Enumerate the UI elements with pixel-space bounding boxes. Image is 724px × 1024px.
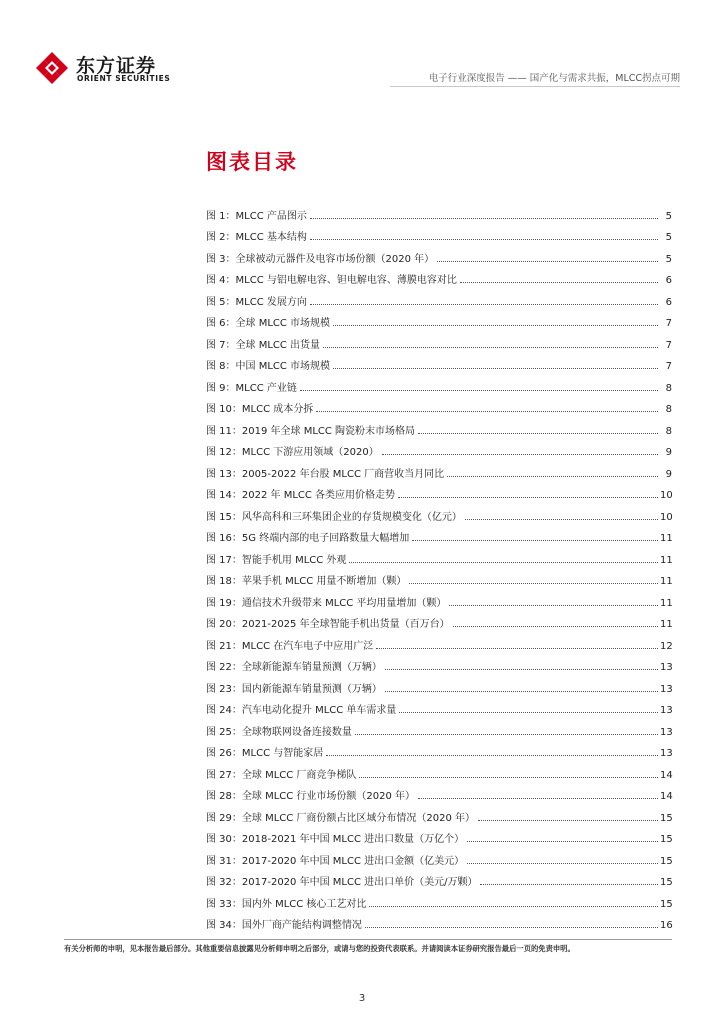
- toc-entry-label: 图 3：全球被动元器件及电容市场份额（2020 年）: [206, 253, 435, 265]
- toc-entry-label: 图 16：5G 终端内部的电子回路数量大幅增加: [206, 533, 410, 544]
- toc-entry-label: 图 27：全球 MLCC 厂商竞争梯队: [206, 769, 357, 781]
- toc-entry-leader: [316, 410, 658, 412]
- toc-entry-page: 9: [665, 447, 672, 458]
- figure-toc-list: [206, 200, 672, 931]
- toc-entry[interactable]: [206, 415, 672, 437]
- toc-entry-page: 13: [660, 662, 673, 673]
- toc-entry-page: 10: [660, 511, 673, 523]
- toc-entry-page: 11: [660, 533, 673, 544]
- toc-entry-page: 7: [665, 318, 672, 329]
- toc-entry-page: 13: [660, 748, 673, 759]
- toc-entry-page: 14: [660, 769, 673, 781]
- toc-entry[interactable]: [206, 265, 672, 287]
- toc-entry-leader: [418, 797, 658, 799]
- toc-entry[interactable]: [206, 501, 672, 523]
- toc-entry-leader: [480, 883, 658, 885]
- toc-entry-page: 7: [665, 339, 672, 351]
- toc-entry-leader: [376, 647, 658, 649]
- toc-entry-page: 7: [665, 361, 672, 372]
- footer-divider: [64, 939, 672, 940]
- toc-entry-label: 图 12：MLCC 下游应用领域（2020）: [206, 447, 379, 458]
- toc-entry-page: 14: [660, 791, 673, 802]
- toc-entry-label: 图 17：智能手机用 MLCC 外观: [206, 554, 347, 566]
- toc-entry-label: 图 18：苹果手机 MLCC 用量不断增加（颗）: [206, 576, 407, 587]
- toc-entry-leader: [399, 711, 658, 713]
- toc-entry-label: 图 2：MLCC 基本结构: [206, 232, 307, 243]
- toc-entry-page: 6: [665, 275, 672, 286]
- toc-entry-label: 图 11：2019 年全球 MLCC 陶瓷粉末市场格局: [206, 425, 416, 437]
- toc-entry-leader: [398, 496, 658, 498]
- toc-entry[interactable]: [206, 329, 672, 351]
- toc-entry[interactable]: [206, 845, 672, 867]
- toc-entry-label: 图 15：风华高科和三环集团企业的存货规模变化（亿元）: [206, 511, 462, 523]
- toc-entry-leader: [310, 217, 658, 219]
- toc-entry-page: 15: [660, 834, 673, 845]
- toc-entry-leader: [465, 518, 658, 520]
- toc-entry-page: 11: [660, 576, 673, 587]
- report-title: 电子行业深度报告 —— 国产化与需求共振，MLCC拐点可期: [428, 73, 680, 84]
- toc-entry[interactable]: [206, 351, 672, 373]
- toc-entry-leader: [333, 324, 658, 326]
- toc-entry[interactable]: [206, 673, 672, 695]
- toc-entry[interactable]: [206, 652, 672, 674]
- toc-entry-label: 图 19：通信技术升级带来 MLCC 平均用量增加（颗）: [206, 597, 447, 609]
- toc-entry-page: 8: [665, 382, 672, 394]
- toc-entry-label: 图 30：2018-2021 年中国 MLCC 进出口数量（万亿个）: [206, 834, 465, 845]
- toc-entry-label: 图 29：全球 MLCC 厂商份额占比区域分布情况（2020 年）: [206, 812, 476, 824]
- toc-entry-label: 图 13：2005-2022 年台股 MLCC 厂商营收当月同比: [206, 468, 445, 480]
- page-header: [0, 0, 724, 92]
- toc-entry-page: 5: [665, 232, 672, 243]
- toc-entry[interactable]: [206, 458, 672, 480]
- toc-entry-page: 15: [660, 898, 673, 910]
- toc-entry-label: 图 21：MLCC 在汽车电子中应用广泛: [206, 640, 374, 652]
- toc-entry-page: 5: [665, 253, 672, 265]
- toc-entry-leader: [453, 625, 658, 627]
- toc-entry[interactable]: [206, 888, 672, 910]
- toc-entry[interactable]: [206, 243, 672, 265]
- toc-entry-page: 15: [660, 855, 673, 867]
- toc-entry-leader: [323, 346, 658, 348]
- toc-entry-label: 图 25：全球物联网设备连接数量: [206, 726, 352, 738]
- toc-entry-page: 11: [660, 619, 673, 630]
- toc-entry-leader: [449, 604, 658, 606]
- toc-entry-label: 图 32：2017-2020 年中国 MLCC 进出口单价（美元/万颗）: [206, 877, 478, 888]
- toc-entry-leader: [447, 475, 658, 477]
- toc-entry-leader: [467, 840, 658, 842]
- toc-entry-leader: [385, 690, 658, 692]
- toc-entry[interactable]: [206, 781, 672, 803]
- toc-entry-leader: [349, 561, 658, 563]
- toc-entry-leader: [310, 238, 658, 240]
- toc-entry-page: 6: [665, 296, 672, 308]
- toc-entry-leader: [437, 260, 658, 262]
- toc-entry-page: 13: [660, 683, 673, 695]
- toc-entry-label: 图 7：全球 MLCC 出货量: [206, 339, 321, 351]
- toc-entry-page: 10: [660, 490, 673, 501]
- toc-entry[interactable]: [206, 286, 672, 308]
- toc-entry-label: 图 4：MLCC 与铝电解电容、钽电解电容、薄膜电容对比: [206, 275, 457, 286]
- orient-securities-logo-icon: [34, 50, 70, 86]
- toc-entry-label: 图 34：国外厂商产能结构调整情况: [206, 920, 362, 931]
- toc-entry-label: 图 8：中国 MLCC 市场规模: [206, 361, 331, 372]
- toc-entry[interactable]: [206, 867, 672, 889]
- toc-entry-page: 12: [660, 640, 673, 652]
- toc-entry-label: 图 31：2017-2020 年中国 MLCC 进出口金额（亿美元）: [206, 855, 465, 867]
- toc-entry[interactable]: [206, 544, 672, 566]
- toc-entry-label: 图 10：MLCC 成本分拆: [206, 404, 314, 415]
- toc-entry-label: 图 20：2021-2025 年全球智能手机出货量（百万台）: [206, 619, 450, 630]
- toc-entry[interactable]: [206, 738, 672, 760]
- toc-entry[interactable]: [206, 802, 672, 824]
- toc-entry[interactable]: [206, 910, 672, 932]
- toc-entry-label: 图 26：MLCC 与智能家居: [206, 748, 324, 759]
- toc-entry-leader: [333, 367, 658, 369]
- toc-entry-page: 16: [660, 920, 673, 931]
- toc-entry-page: 5: [665, 210, 672, 222]
- toc-entry[interactable]: [206, 437, 672, 459]
- toc-title: 图表目录: [206, 150, 298, 174]
- toc-entry[interactable]: [206, 222, 672, 244]
- toc-entry[interactable]: [206, 200, 672, 222]
- toc-entry[interactable]: [206, 480, 672, 502]
- toc-entry[interactable]: [206, 587, 672, 609]
- toc-entry[interactable]: [206, 566, 672, 588]
- toc-entry[interactable]: [206, 523, 672, 545]
- toc-entry-leader: [460, 281, 658, 283]
- toc-entry-label: 图 1：MLCC 产品图示: [206, 210, 307, 222]
- toc-entry-label: 图 6：全球 MLCC 市场规模: [206, 318, 331, 329]
- toc-entry-leader: [310, 303, 658, 305]
- page-number: 3: [358, 993, 366, 1004]
- toc-entry-page: 15: [660, 877, 673, 888]
- brand-name-cn: 东方证券: [76, 55, 157, 77]
- toc-entry[interactable]: [206, 824, 672, 846]
- toc-entry[interactable]: [206, 716, 672, 738]
- toc-entry-leader: [300, 389, 658, 391]
- toc-entry-page: 15: [660, 812, 673, 824]
- toc-entry-label: 图 5：MLCC 发展方向: [206, 296, 307, 308]
- toc-entry-leader: [365, 926, 658, 928]
- toc-entry-leader: [412, 539, 658, 541]
- brand-name-en: ORIENT SECURITIES: [77, 74, 171, 83]
- toc-entry-leader: [409, 582, 658, 584]
- footer-disclaimer: 有关分析师的申明，见本报告最后部分。其他重要信息披露见分析师申明之后部分，或请与您的投资代表联系。并请阅读本证券研究报告最后一页的免责申明。: [64, 944, 575, 953]
- toc-entry-label: 图 22：全球新能源车销量预测（万辆）: [206, 662, 382, 673]
- header-divider: [390, 86, 680, 87]
- toc-entry-leader: [382, 453, 658, 455]
- toc-entry[interactable]: [206, 372, 672, 394]
- toc-entry-label: 图 9：MLCC 产业链: [206, 382, 297, 394]
- toc-entry-leader: [369, 905, 658, 907]
- toc-entry[interactable]: [206, 394, 672, 416]
- toc-entry-leader: [326, 754, 658, 756]
- toc-entry-page: 13: [660, 705, 673, 716]
- toc-entry-label: 图 33：国内外 MLCC 核心工艺对比: [206, 898, 367, 910]
- toc-entry[interactable]: [206, 759, 672, 781]
- toc-entry-leader: [385, 668, 658, 670]
- toc-entry-page: 9: [665, 468, 672, 480]
- toc-entry-leader: [418, 432, 658, 434]
- toc-entry-leader: [359, 776, 658, 778]
- toc-entry-label: 图 14：2022 年 MLCC 各类应用价格走势: [206, 490, 396, 501]
- toc-entry[interactable]: [206, 630, 672, 652]
- toc-entry-page: 11: [660, 597, 673, 609]
- toc-entry[interactable]: [206, 695, 672, 717]
- toc-entry[interactable]: [206, 609, 672, 631]
- toc-entry-page: 11: [660, 554, 673, 566]
- toc-entry-page: 13: [660, 726, 673, 738]
- toc-entry-page: 8: [665, 404, 672, 415]
- toc-entry[interactable]: [206, 308, 672, 330]
- toc-entry-leader: [355, 733, 658, 735]
- toc-entry-page: 8: [665, 425, 672, 437]
- toc-entry-label: 图 28：全球 MLCC 行业市场份额（2020 年）: [206, 791, 416, 802]
- toc-entry-leader: [478, 819, 658, 821]
- toc-entry-label: 图 23：国内新能源车销量预测（万辆）: [206, 683, 382, 695]
- toc-entry-label: 图 24：汽车电动化提升 MLCC 单车需求量: [206, 705, 397, 716]
- toc-entry-leader: [467, 862, 658, 864]
